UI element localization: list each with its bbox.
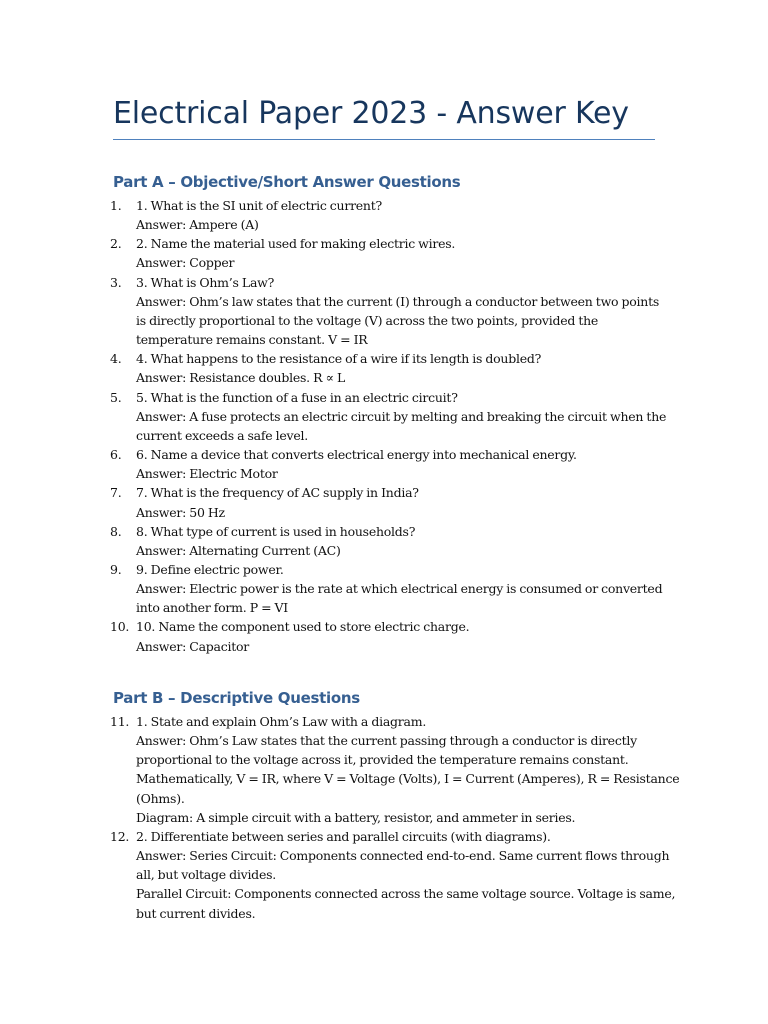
question-text: 5. What is the function of a fuse in an electric circuit? xyxy=(136,389,458,405)
question-number: 10. xyxy=(110,619,130,635)
question-number: 5. xyxy=(110,389,122,405)
answer-line: proportional to the voltage across it, provided the temperature remains constant. xyxy=(136,752,629,768)
answer-line: Answer: Ohm’s law states that the current (I) through a conductor between two points xyxy=(136,293,660,309)
question-text: 8. What type of current is used in households? xyxy=(136,523,416,539)
question-number: 3. xyxy=(110,274,122,290)
question-text: 3. What is Ohm’s Law? xyxy=(136,274,275,290)
document-title: Electrical Paper 2023 - Answer Key xyxy=(113,96,629,131)
answer-line: Answer: 50 Hz xyxy=(136,504,225,520)
question-item xyxy=(110,388,667,445)
question-number: 6. xyxy=(110,447,122,463)
answer-line: Parallel Circuit: Components connected across the same voltage source. Voltage is same, xyxy=(136,886,676,902)
question-number: 12. xyxy=(110,828,130,844)
question-text: 9. Define electric power. xyxy=(136,561,284,577)
answer-line: Answer: A fuse protects an electric circuit by melting and breaking the circuit when the xyxy=(136,408,667,424)
title-underline-rule xyxy=(113,139,655,140)
question-number: 1. xyxy=(110,198,122,213)
answer-line: Diagram: A simple circuit with a battery, resistor, and ammeter in series. xyxy=(136,809,576,825)
part-b-heading: Part B – Descriptive Questions xyxy=(113,689,360,707)
question-number: 9. xyxy=(110,561,122,577)
answer-line: but current divides. xyxy=(136,905,256,921)
question-item xyxy=(110,827,676,923)
answer-line: Answer: Ampere (A) xyxy=(136,217,259,233)
part-a-heading: Part A – Objective/Short Answer Questions xyxy=(113,173,461,191)
question-text: 7. What is the frequency of AC supply in India? xyxy=(136,485,419,501)
answer-line: Answer: Ohm’s Law states that the current passing through a conductor is directly xyxy=(136,733,637,749)
answer-line: all, but voltage divides. xyxy=(136,867,276,883)
question-number: 11. xyxy=(110,714,130,729)
part-b-question-list xyxy=(110,712,680,923)
answer-line: temperature remains constant. V = IR xyxy=(136,332,368,348)
question-text: 10. Name the component used to store electric charge. xyxy=(136,619,470,635)
question-text: 1. State and explain Ohm’s Law with a diagram. xyxy=(136,714,427,729)
question-item xyxy=(110,349,661,387)
answer-line: Answer: Capacitor xyxy=(136,638,249,654)
question-number: 2. xyxy=(110,236,122,252)
question-text: 2. Name the material used for making electric wires. xyxy=(136,236,456,252)
question-item xyxy=(110,273,661,350)
question-item xyxy=(110,522,661,560)
question-item xyxy=(110,712,680,827)
question-item xyxy=(110,196,661,234)
question-item xyxy=(110,234,661,272)
answer-line: Answer: Series Circuit: Components connected end-to-end. Same current flows through xyxy=(136,848,670,864)
answer-line: Answer: Electric Motor xyxy=(136,466,278,482)
question-item xyxy=(110,483,661,521)
question-number: 7. xyxy=(110,485,122,501)
answer-line: Answer: Resistance doubles. R ∝ L xyxy=(136,370,345,386)
answer-line: (Ohms). xyxy=(136,790,185,806)
question-number: 8. xyxy=(110,523,122,539)
answer-line: is directly proportional to the voltage (V) across the two points, provided the xyxy=(136,312,599,328)
answer-line: Answer: Copper xyxy=(136,255,235,271)
question-text: 4. What happens to the resistance of a wire if its length is doubled? xyxy=(136,351,542,367)
answer-line: Mathematically, V = IR, where V = Voltage (Volts), I = Current (Amperes), R = Resistance xyxy=(136,771,680,787)
question-number: 4. xyxy=(110,351,122,367)
question-item xyxy=(110,445,661,483)
question-text: 1. What is the SI unit of electric current? xyxy=(136,198,382,213)
question-text: 2. Differentiate between series and parallel circuits (with diagrams). xyxy=(136,828,551,844)
question-item xyxy=(110,617,661,655)
answer-line: current exceeds a safe level. xyxy=(136,427,308,443)
question-item xyxy=(110,560,663,617)
answer-line: into another form. P = VI xyxy=(136,600,288,616)
answer-line: Answer: Alternating Current (AC) xyxy=(136,542,341,558)
question-text: 6. Name a device that converts electrical energy into mechanical energy. xyxy=(136,447,577,463)
part-a-question-list xyxy=(110,196,667,656)
answer-line: Answer: Electric power is the rate at which electrical energy is consumed or converted xyxy=(136,581,663,597)
